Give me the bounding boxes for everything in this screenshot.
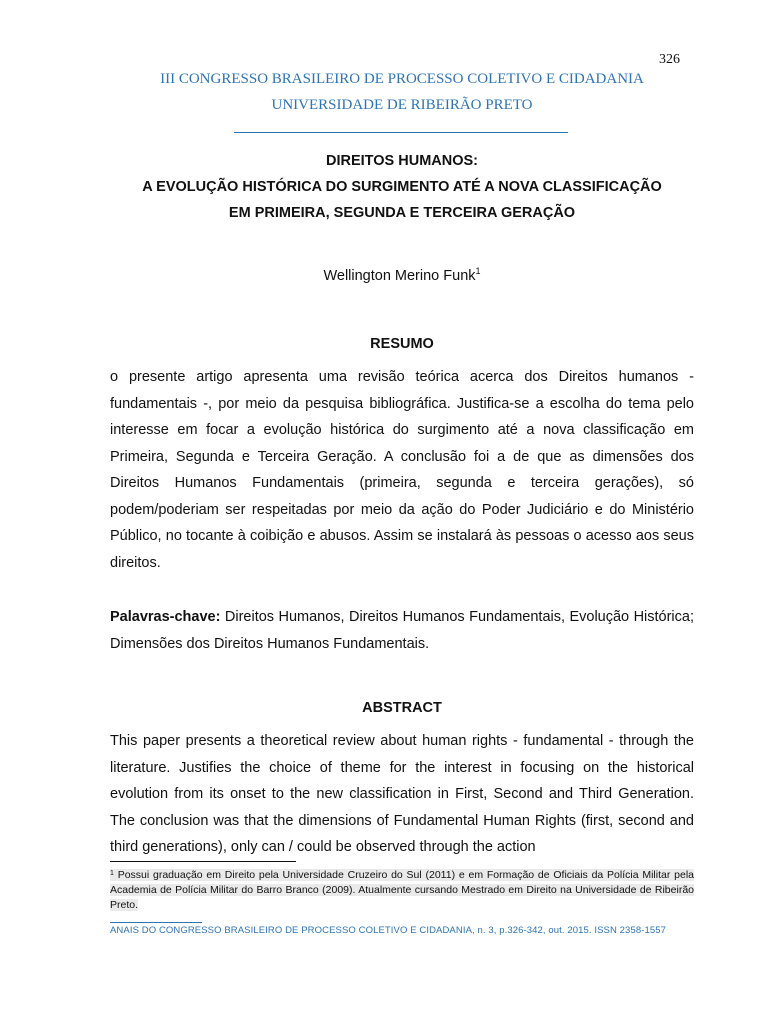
journal-footer: ANAIS DO CONGRESSO BRASILEIRO DE PROCESSO COLETIVO E CIDADANIA, n. 3, p.326-342, out. 2015. ISSN 2358-1557 xyxy=(110,925,667,936)
author-line xyxy=(110,266,694,284)
title-line-1: DIREITOS HUMANOS: xyxy=(326,153,478,169)
footnote-mark: 1 xyxy=(110,870,114,877)
title-line-2: A EVOLUÇÃO HISTÓRICA DO SURGIMENTO ATÉ A NOVA CLASSIFICAÇÃO xyxy=(142,179,662,195)
author-footnote-mark: 1 xyxy=(475,266,481,276)
resumo-text: o presente artigo apresenta uma revisão teórica acerca dos Direitos humanos - fundamentais -, por meio da pesquisa bibliográfica. Justifica-se a escolha do tema pelo interesse em focar a evolução histórica do surgimento até a nova classificação em Primeira, Segunda e Terceira Geração. A conclusão foi a de que as dimensões dos Direitos Humanos Fundamentais (primeira, segunda e terceira gerações), só podem/poderiam ser respeitadas por meio da ação do Poder Judiciário e do Ministério Público, no tocante à coibição e abusos. Assim se instalará às pessoas o acesso aos seus direitos. xyxy=(110,369,694,571)
footnote-text: Possui graduação em Direito pela Universidade Cruzeiro do Sul (2011) e em Formação de Oficiais da Polícia Militar pela Academia de Polícia Militar do Barro Branco (2009). Atualmente cursando Mestrado em Direito na Universidade de Ribeirão Preto. xyxy=(110,869,694,911)
page-number: 326 xyxy=(659,52,680,67)
keywords-text: Direitos Humanos, Direitos Humanos Fundamentais, Evolução Histórica; Dimensões dos Direitos Humanos Fundamentais. xyxy=(110,609,694,652)
university-name: UNIVERSIDADE DE RIBEIRÃO PRETO xyxy=(271,97,533,113)
conference-title: III CONGRESSO BRASILEIRO DE PROCESSO COLETIVO E CIDADANIA xyxy=(160,71,644,87)
resumo-heading: RESUMO xyxy=(370,336,434,352)
footnote-divider xyxy=(110,861,296,862)
title-line-3: EM PRIMEIRA, SEGUNDA E TERCEIRA GERAÇÃO xyxy=(228,205,576,221)
header-divider xyxy=(234,132,568,133)
paper-title xyxy=(110,148,694,226)
abstract-text: This paper presents a theoretical review about human rights - fundamental - through the literature. Justifies the choice of theme for the interest in focusing on the historical evolution from its onset to the new classification in First, Second and Third Generation. The conclusion was that the dimensions of Fundamental Human Rights (first, second and third generations), only can / could be observed through the action xyxy=(110,733,694,855)
keywords xyxy=(110,604,694,657)
footer-divider xyxy=(110,922,202,923)
abstract-heading: ABSTRACT xyxy=(362,700,442,716)
author-name: Wellington Merino Funk xyxy=(323,268,476,284)
keywords-label: Palavras-chave: xyxy=(110,609,221,625)
footnote xyxy=(110,866,694,913)
conference-header xyxy=(110,66,694,118)
